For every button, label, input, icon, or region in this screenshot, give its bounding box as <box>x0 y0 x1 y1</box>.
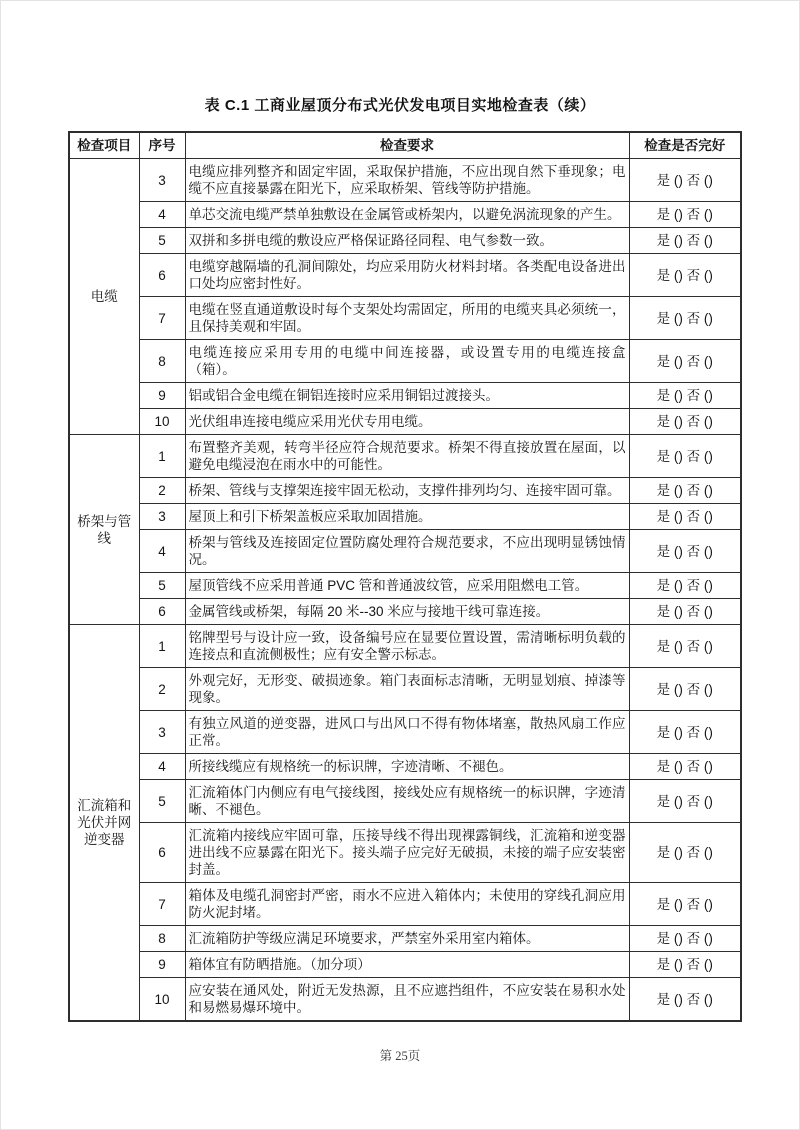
requirement-cell: 应安装在通风处，附近无发热源，且不应遮挡组件，不应安装在易积水处和易燃易爆环境中。 <box>185 978 629 1022</box>
table-body <box>69 159 741 1022</box>
table-row <box>69 823 741 883</box>
table-row <box>69 202 741 228</box>
requirement-cell: 铭牌型号与设计应一致，设备编号应在显要位置设置，需清晰标明负载的连接点和直流侧极性；应有安全警示标志。 <box>185 625 629 668</box>
check-result-cell: 是 () 否 () <box>629 228 741 254</box>
requirement-cell: 金属管线或桥架，每隔 20 米--30 米应与接地干线可靠连接。 <box>185 599 629 625</box>
table-row <box>69 952 741 978</box>
serial-number-cell: 7 <box>139 297 185 340</box>
requirement-cell: 电缆在竖直通道敷设时每个支架处均需固定，所用的电缆夹具必须统一，且保持美观和牢固。 <box>185 297 629 340</box>
check-result-cell: 是 () 否 () <box>629 978 741 1022</box>
check-result-cell: 是 () 否 () <box>629 952 741 978</box>
check-result-cell: 是 () 否 () <box>629 159 741 202</box>
requirement-cell: 屋顶管线不应采用普通 PVC 管和普通波纹管，应采用阻燃电工管。 <box>185 573 629 599</box>
requirement-cell: 所接线缆应有规格统一的标识牌，字迹清晰、不褪色。 <box>185 754 629 780</box>
check-result-cell: 是 () 否 () <box>629 504 741 530</box>
page-number: 第 25页 <box>379 1049 421 1063</box>
header-inspection-requirement: 检查要求 <box>185 132 629 159</box>
inspection-item-cell: 电缆 <box>69 159 139 435</box>
header-inspection-item: 检查项目 <box>69 132 139 159</box>
serial-number-cell: 8 <box>139 340 185 383</box>
table-row <box>69 435 741 478</box>
check-result-cell: 是 () 否 () <box>629 780 741 823</box>
requirement-cell: 电缆应排列整齐和固定牢固，采取保护措施，不应出现自然下垂现象；电缆不应直接暴露在阳光下，应采取桥架、管线等防护措施。 <box>185 159 629 202</box>
serial-number-cell: 7 <box>139 883 185 926</box>
header-serial-number: 序号 <box>139 132 185 159</box>
table-header-row <box>69 132 741 159</box>
table-row <box>69 504 741 530</box>
check-result-cell: 是 () 否 () <box>629 435 741 478</box>
table-row <box>69 297 741 340</box>
check-result-cell: 是 () 否 () <box>629 383 741 409</box>
serial-number-cell: 4 <box>139 202 185 228</box>
serial-number-cell: 10 <box>139 409 185 435</box>
serial-number-cell: 9 <box>139 383 185 409</box>
serial-number-cell: 10 <box>139 978 185 1022</box>
serial-number-cell: 5 <box>139 228 185 254</box>
check-result-cell: 是 () 否 () <box>629 254 741 297</box>
requirement-cell: 电缆穿越隔墙的孔洞间隙处，均应采用防火材料封堵。各类配电设备进出口处均应密封性好。 <box>185 254 629 297</box>
inspection-table <box>68 131 742 1022</box>
check-result-cell: 是 () 否 () <box>629 926 741 952</box>
serial-number-cell: 6 <box>139 599 185 625</box>
check-result-cell: 是 () 否 () <box>629 573 741 599</box>
serial-number-cell: 3 <box>139 504 185 530</box>
requirement-cell: 铝或铝合金电缆在铜铝连接时应采用铜铝过渡接头。 <box>185 383 629 409</box>
check-result-cell: 是 () 否 () <box>629 823 741 883</box>
requirement-cell: 箱体宜有防晒措施。（加分项） <box>185 952 629 978</box>
check-result-cell: 是 () 否 () <box>629 599 741 625</box>
table-row <box>69 254 741 297</box>
requirement-cell: 有独立风道的逆变器，进风口与出风口不得有物体堵塞，散热风扇工作应正常。 <box>185 711 629 754</box>
serial-number-cell: 1 <box>139 435 185 478</box>
table-row <box>69 978 741 1022</box>
table-row <box>69 625 741 668</box>
requirement-cell: 汇流箱体门内侧应有电气接线图，接线处应有规格统一的标识牌，字迹清晰、不褪色。 <box>185 780 629 823</box>
table-row <box>69 409 741 435</box>
inspection-item-cell: 桥架与管线 <box>69 435 139 625</box>
requirement-cell: 双拼和多拼电缆的敷设应严格保证路径同程、电气参数一致。 <box>185 228 629 254</box>
table-row <box>69 478 741 504</box>
check-result-cell: 是 () 否 () <box>629 668 741 711</box>
check-result-cell: 是 () 否 () <box>629 883 741 926</box>
check-result-cell: 是 () 否 () <box>629 202 741 228</box>
check-result-cell: 是 () 否 () <box>629 625 741 668</box>
serial-number-cell: 6 <box>139 823 185 883</box>
table-row <box>69 780 741 823</box>
table-row <box>69 668 741 711</box>
table-row <box>69 754 741 780</box>
check-result-cell: 是 () 否 () <box>629 340 741 383</box>
table-row <box>69 926 741 952</box>
table-row <box>69 711 741 754</box>
serial-number-cell: 3 <box>139 711 185 754</box>
table-row <box>69 383 741 409</box>
check-result-cell: 是 () 否 () <box>629 530 741 573</box>
requirement-cell: 桥架、管线与支撑架连接牢固无松动，支撑件排列均匀、连接牢固可靠。 <box>185 478 629 504</box>
serial-number-cell: 6 <box>139 254 185 297</box>
serial-number-cell: 3 <box>139 159 185 202</box>
serial-number-cell: 1 <box>139 625 185 668</box>
table-row <box>69 599 741 625</box>
serial-number-cell: 5 <box>139 573 185 599</box>
serial-number-cell: 5 <box>139 780 185 823</box>
requirement-cell: 电缆连接应采用专用的电缆中间连接器，或设置专用的电缆连接盒（箱）。 <box>185 340 629 383</box>
serial-number-cell: 2 <box>139 478 185 504</box>
requirement-cell: 桥架与管线及连接固定位置防腐处理符合规范要求，不应出现明显锈蚀情况。 <box>185 530 629 573</box>
requirement-cell: 布置整齐美观，转弯半径应符合规范要求。桥架不得直接放置在屋面，以避免电缆浸泡在雨水中的可能性。 <box>185 435 629 478</box>
table-row <box>69 530 741 573</box>
inspection-item-cell: 汇流箱和光伏并网逆变器 <box>69 625 139 1022</box>
table-row <box>69 883 741 926</box>
table-row <box>69 159 741 202</box>
check-result-cell: 是 () 否 () <box>629 478 741 504</box>
requirement-cell: 汇流箱内接线应牢固可靠，压接导线不得出现裸露铜线，汇流箱和逆变器进出线不应暴露在阳光下。接头端子应完好无破损，未接的端子应安装密封盖。 <box>185 823 629 883</box>
table-row <box>69 573 741 599</box>
serial-number-cell: 4 <box>139 530 185 573</box>
requirement-cell: 外观完好，无形变、破损迹象。箱门表面标志清晰，无明显划痕、掉漆等现象。 <box>185 668 629 711</box>
serial-number-cell: 9 <box>139 952 185 978</box>
serial-number-cell: 8 <box>139 926 185 952</box>
serial-number-cell: 4 <box>139 754 185 780</box>
requirement-cell: 光伏组串连接电缆应采用光伏专用电缆。 <box>185 409 629 435</box>
requirement-cell: 箱体及电缆孔洞密封严密，雨水不应进入箱体内；未使用的穿线孔洞应用防火泥封堵。 <box>185 883 629 926</box>
check-result-cell: 是 () 否 () <box>629 711 741 754</box>
page-title: 表 C.1 工商业屋顶分布式光伏发电项目实地检查表（续） <box>204 97 596 114</box>
table-row <box>69 340 741 383</box>
requirement-cell: 屋顶上和引下桥架盖板应采取加固措施。 <box>185 504 629 530</box>
check-result-cell: 是 () 否 () <box>629 754 741 780</box>
header-check-result: 检查是否完好 <box>629 132 741 159</box>
requirement-cell: 汇流箱防护等级应满足环境要求，严禁室外采用室内箱体。 <box>185 926 629 952</box>
requirement-cell: 单芯交流电缆严禁单独敷设在金属管或桥架内，以避免涡流现象的产生。 <box>185 202 629 228</box>
serial-number-cell: 2 <box>139 668 185 711</box>
table-row <box>69 228 741 254</box>
check-result-cell: 是 () 否 () <box>629 297 741 340</box>
check-result-cell: 是 () 否 () <box>629 409 741 435</box>
